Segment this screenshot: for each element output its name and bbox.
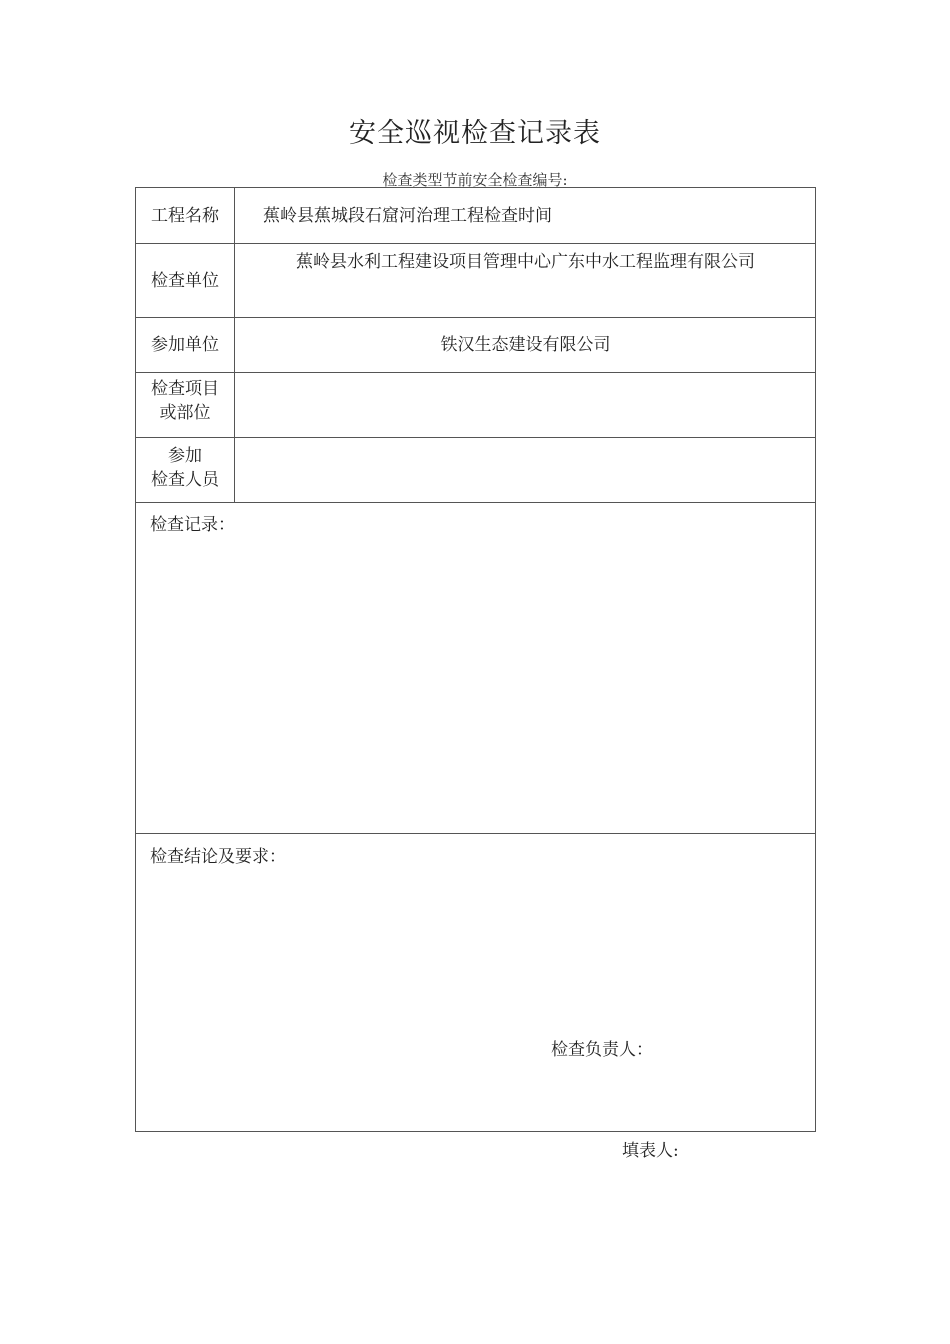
inspection-item-label-line1: 检查项目 (151, 379, 219, 399)
row-divider (136, 833, 815, 834)
inspection-unit-value[interactable]: 蕉岭县水利工程建设项目管理中心广东中水工程监理有限公司 (296, 252, 755, 272)
participating-unit-value[interactable]: 铁汉生态建设有限公司 (440, 335, 611, 355)
inspectors-label-line1: 参加 (168, 446, 202, 466)
document-title: 安全巡视检查记录表 (349, 118, 601, 149)
row-divider (136, 372, 815, 373)
conclusion-label: 检查结论及要求： (150, 847, 286, 867)
inspection-unit-label: 检查单位 (151, 271, 219, 291)
inspector-in-charge-label: 检查负责人： (551, 1040, 653, 1060)
row-divider (136, 502, 815, 503)
project-name-label: 工程名称 (151, 206, 219, 226)
row-divider (136, 243, 815, 244)
project-name-value[interactable]: 蕉岭县蕉城段石窟河治理工程检查时间 (263, 206, 552, 226)
inspection-type-line: 检查类型节前安全检查编号: (382, 171, 568, 189)
inspectors-label-line2: 检查人员 (151, 470, 219, 490)
inspection-item-label-line2: 或部位 (159, 403, 211, 423)
row-divider (136, 437, 815, 438)
row-divider (136, 317, 815, 318)
participating-unit-label: 参加单位 (151, 335, 219, 355)
form-filler-label: 填表人: (622, 1141, 679, 1161)
inspection-form-table (135, 187, 816, 1132)
inspection-record-label: 检查记录： (150, 515, 235, 535)
